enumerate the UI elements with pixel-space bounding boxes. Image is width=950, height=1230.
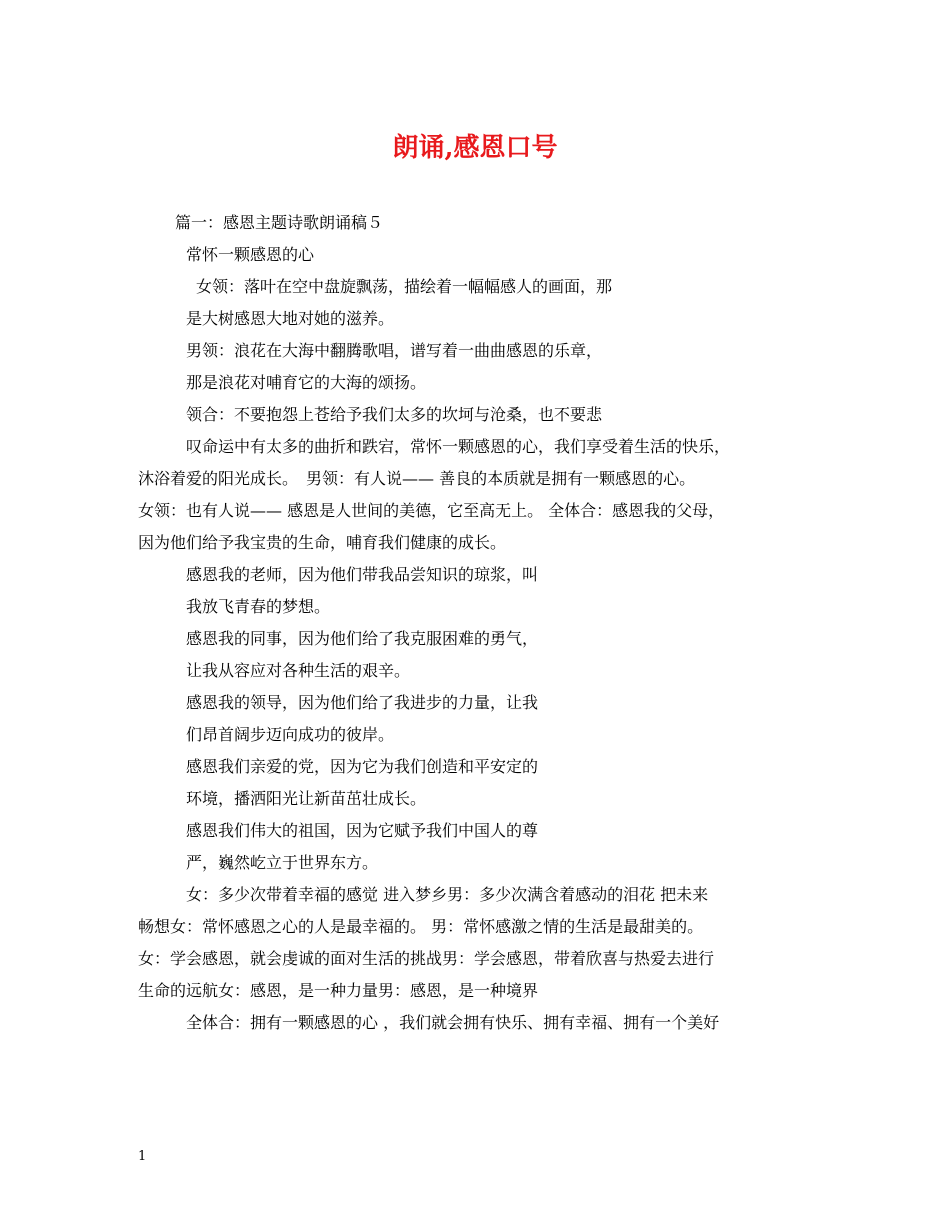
body-line: 女：多少次带着幸福的感觉 进入梦乡男：多少次满含着感动的泪花 把未来 [186, 885, 709, 904]
body-line: 感恩我们亲爱的党，因为它为我们创造和平安定的 [186, 757, 539, 776]
body-line: 感恩我的领导，因为他们给了我进步的力量，让我 [186, 693, 539, 712]
body-line: 篇一：感恩主题诗歌朗诵稿５ [175, 213, 384, 232]
body-line: 畅想女：常怀感恩之心的人是最幸福的。 男：常怀感激之情的生活是最甜美的。 [138, 917, 704, 936]
body-line: 感恩我们伟大的祖国，因为它赋予我们中国人的尊 [186, 821, 539, 840]
body-line: 是大树感恩大地对她的滋养。 [186, 309, 395, 328]
body-line: 全体合：拥有一颗感恩的心 ，我们就会拥有快乐、拥有幸福、拥有一个美好 [186, 1013, 720, 1032]
document-title: 朗诵,感恩口号 [392, 133, 558, 163]
body-line: 叹命运中有太多的曲折和跌宕，常怀一颗感恩的心，我们享受着生活的快乐， [186, 437, 731, 456]
page-number: 1 [138, 1149, 147, 1164]
body-line: 女领：落叶在空中盘旋飘荡，描绘着一幅幅感人的画面，那 [196, 277, 613, 296]
body-line: 生命的远航女：感恩，是一种力量男：感恩，是一种境界 [138, 981, 539, 1000]
body-line: 常怀一颗感恩的心 [186, 245, 315, 264]
body-line: 男领：浪花在大海中翻腾歌唱，谱写着一曲曲感恩的乐章， [186, 341, 603, 360]
body-line: 女领：也有人说—— 感恩是人世间的美德，它至高无上。 全体合：感恩我的父母， [138, 501, 725, 520]
body-line: 领合：不要抱怨上苍给予我们太多的坎坷与沧桑，也不要悲 [186, 405, 603, 424]
body-line: 那是浪花对哺育它的大海的颂扬。 [186, 373, 427, 392]
body-line: 因为他们给予我宝贵的生命，哺育我们健康的成长。 [138, 533, 507, 552]
body-line: 女：学会感恩，就会虔诚的面对生活的挑战男：学会感恩，带着欣喜与热爱去进行 [138, 949, 715, 968]
body-line: 感恩我的老师，因为他们带我品尝知识的琼浆，叫 [186, 565, 539, 584]
body-line: 沐浴着爱的阳光成长。 男领：有人说—— 善良的本质就是拥有一颗感恩的心。 [138, 469, 696, 488]
body-line: 严，巍然屹立于世界东方。 [186, 853, 379, 872]
body-line: 们昂首阔步迈向成功的彼岸。 [186, 725, 395, 744]
body-line: 感恩我的同事，因为他们给了我克服困难的勇气， [186, 629, 539, 648]
body-line: 让我从容应对各种生活的艰辛。 [186, 661, 411, 680]
body-line: 我放飞青春的梦想。 [186, 597, 331, 616]
body-line: 环境，播洒阳光让新苗茁壮成长。 [186, 789, 427, 808]
